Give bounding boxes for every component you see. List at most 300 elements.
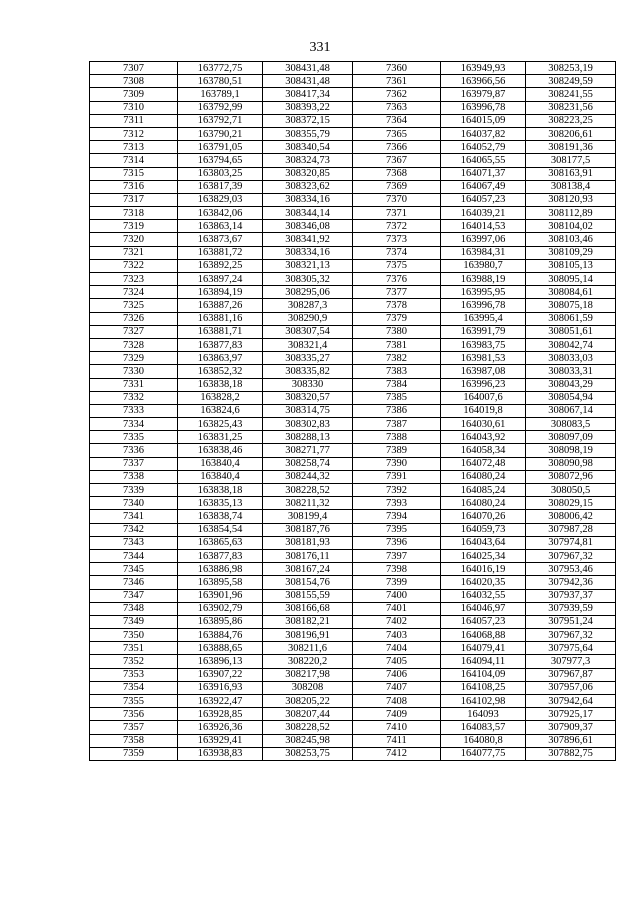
point-number-cell: 7314 xyxy=(90,154,178,167)
x-coordinate-cell: 163916,93 xyxy=(178,681,263,694)
y-coordinate-cell: 308223,25 xyxy=(526,114,616,127)
point-number-cell: 7406 xyxy=(353,668,441,681)
table-row xyxy=(90,523,616,536)
table-row xyxy=(90,193,616,206)
y-coordinate-cell: 308083,5 xyxy=(526,418,616,431)
point-number-cell: 7340 xyxy=(90,497,178,510)
point-number-cell: 7386 xyxy=(353,404,441,417)
y-coordinate-cell: 308334,16 xyxy=(263,193,353,206)
y-coordinate-cell: 308167,24 xyxy=(263,563,353,576)
point-number-cell: 7410 xyxy=(353,721,441,734)
y-coordinate-cell: 307942,36 xyxy=(526,576,616,589)
table-row xyxy=(90,602,616,615)
point-number-cell: 7332 xyxy=(90,391,178,404)
table-row xyxy=(90,747,616,760)
y-coordinate-cell: 308287,3 xyxy=(263,299,353,312)
table-row xyxy=(90,563,616,576)
table-row xyxy=(90,167,616,180)
x-coordinate-cell: 163897,24 xyxy=(178,273,263,286)
point-number-cell: 7365 xyxy=(353,127,441,140)
y-coordinate-cell: 308335,82 xyxy=(263,365,353,378)
point-number-cell: 7375 xyxy=(353,259,441,272)
y-coordinate-cell: 308067,14 xyxy=(526,404,616,417)
point-number-cell: 7377 xyxy=(353,286,441,299)
point-number-cell: 7353 xyxy=(90,668,178,681)
point-number-cell: 7352 xyxy=(90,655,178,668)
y-coordinate-cell: 308098,19 xyxy=(526,444,616,457)
point-number-cell: 7338 xyxy=(90,470,178,483)
y-coordinate-cell: 307953,46 xyxy=(526,563,616,576)
y-coordinate-cell: 307967,87 xyxy=(526,668,616,681)
y-coordinate-cell: 307939,59 xyxy=(526,602,616,615)
x-coordinate-cell: 164059,73 xyxy=(441,523,526,536)
x-coordinate-cell: 163789,1 xyxy=(178,88,263,101)
point-number-cell: 7339 xyxy=(90,484,178,497)
point-number-cell: 7362 xyxy=(353,88,441,101)
point-number-cell: 7392 xyxy=(353,484,441,497)
x-coordinate-cell: 163794,65 xyxy=(178,154,263,167)
y-coordinate-cell: 308249,59 xyxy=(526,75,616,88)
x-coordinate-cell: 163803,25 xyxy=(178,167,263,180)
point-number-cell: 7311 xyxy=(90,114,178,127)
point-number-cell: 7387 xyxy=(353,418,441,431)
x-coordinate-cell: 163877,83 xyxy=(178,549,263,562)
x-coordinate-cell: 164065,55 xyxy=(441,154,526,167)
table-row xyxy=(90,418,616,431)
y-coordinate-cell: 308177,5 xyxy=(526,154,616,167)
point-number-cell: 7412 xyxy=(353,747,441,760)
y-coordinate-cell: 308244,32 xyxy=(263,470,353,483)
y-coordinate-cell: 308191,36 xyxy=(526,141,616,154)
y-coordinate-cell: 308288,13 xyxy=(263,431,353,444)
y-coordinate-cell: 308043,29 xyxy=(526,378,616,391)
point-number-cell: 7329 xyxy=(90,352,178,365)
x-coordinate-cell: 163831,25 xyxy=(178,431,263,444)
y-coordinate-cell: 308372,15 xyxy=(263,114,353,127)
y-coordinate-cell: 308231,56 xyxy=(526,101,616,114)
y-coordinate-cell: 308431,48 xyxy=(263,62,353,75)
point-number-cell: 7326 xyxy=(90,312,178,325)
table-row xyxy=(90,154,616,167)
x-coordinate-cell: 163838,18 xyxy=(178,378,263,391)
x-coordinate-cell: 164030,61 xyxy=(441,418,526,431)
x-coordinate-cell: 163984,31 xyxy=(441,246,526,259)
x-coordinate-cell: 164093 xyxy=(441,708,526,721)
point-number-cell: 7389 xyxy=(353,444,441,457)
y-coordinate-cell: 308072,96 xyxy=(526,470,616,483)
point-number-cell: 7407 xyxy=(353,681,441,694)
point-number-cell: 7336 xyxy=(90,444,178,457)
y-coordinate-cell: 308253,19 xyxy=(526,62,616,75)
point-number-cell: 7313 xyxy=(90,141,178,154)
point-number-cell: 7400 xyxy=(353,589,441,602)
table-row xyxy=(90,734,616,747)
point-number-cell: 7369 xyxy=(353,180,441,193)
y-coordinate-cell: 308206,61 xyxy=(526,127,616,140)
table-row xyxy=(90,457,616,470)
y-coordinate-cell: 308033,31 xyxy=(526,365,616,378)
x-coordinate-cell: 163854,54 xyxy=(178,523,263,536)
y-coordinate-cell: 308302,83 xyxy=(263,418,353,431)
point-number-cell: 7371 xyxy=(353,207,441,220)
y-coordinate-cell: 308305,32 xyxy=(263,273,353,286)
y-coordinate-cell: 308095,14 xyxy=(526,273,616,286)
point-number-cell: 7344 xyxy=(90,549,178,562)
x-coordinate-cell: 163895,86 xyxy=(178,615,263,628)
point-number-cell: 7374 xyxy=(353,246,441,259)
x-coordinate-cell: 164057,23 xyxy=(441,193,526,206)
point-number-cell: 7317 xyxy=(90,193,178,206)
y-coordinate-cell: 308208 xyxy=(263,681,353,694)
y-coordinate-cell: 308341,92 xyxy=(263,233,353,246)
x-coordinate-cell: 163901,96 xyxy=(178,589,263,602)
x-coordinate-cell: 163922,47 xyxy=(178,695,263,708)
x-coordinate-cell: 164032,55 xyxy=(441,589,526,602)
point-number-cell: 7405 xyxy=(353,655,441,668)
y-coordinate-cell: 308166,68 xyxy=(263,602,353,615)
table-row xyxy=(90,62,616,75)
y-coordinate-cell: 308211,6 xyxy=(263,642,353,655)
x-coordinate-cell: 164019,8 xyxy=(441,404,526,417)
x-coordinate-cell: 163817,39 xyxy=(178,180,263,193)
point-number-cell: 7342 xyxy=(90,523,178,536)
x-coordinate-cell: 163926,36 xyxy=(178,721,263,734)
y-coordinate-cell: 308084,61 xyxy=(526,286,616,299)
y-coordinate-cell: 307951,24 xyxy=(526,615,616,628)
x-coordinate-cell: 164016,19 xyxy=(441,563,526,576)
x-coordinate-cell: 163896,13 xyxy=(178,655,263,668)
point-number-cell: 7403 xyxy=(353,629,441,642)
x-coordinate-cell: 164072,48 xyxy=(441,457,526,470)
point-number-cell: 7395 xyxy=(353,523,441,536)
y-coordinate-cell: 308105,13 xyxy=(526,259,616,272)
y-coordinate-cell: 308050,5 xyxy=(526,484,616,497)
x-coordinate-cell: 163886,98 xyxy=(178,563,263,576)
x-coordinate-cell: 163980,7 xyxy=(441,259,526,272)
point-number-cell: 7327 xyxy=(90,325,178,338)
x-coordinate-cell: 163824,6 xyxy=(178,404,263,417)
point-number-cell: 7319 xyxy=(90,220,178,233)
point-number-cell: 7331 xyxy=(90,378,178,391)
table-row xyxy=(90,681,616,694)
point-number-cell: 7337 xyxy=(90,457,178,470)
x-coordinate-cell: 163838,74 xyxy=(178,510,263,523)
x-coordinate-cell: 163988,19 xyxy=(441,273,526,286)
table-row xyxy=(90,207,616,220)
point-number-cell: 7409 xyxy=(353,708,441,721)
point-number-cell: 7398 xyxy=(353,563,441,576)
table-row xyxy=(90,589,616,602)
y-coordinate-cell: 308253,75 xyxy=(263,747,353,760)
point-number-cell: 7397 xyxy=(353,549,441,562)
point-number-cell: 7399 xyxy=(353,576,441,589)
y-coordinate-cell: 308271,77 xyxy=(263,444,353,457)
x-coordinate-cell: 163996,78 xyxy=(441,101,526,114)
x-coordinate-cell: 164058,34 xyxy=(441,444,526,457)
y-coordinate-cell: 308155,59 xyxy=(263,589,353,602)
x-coordinate-cell: 163772,75 xyxy=(178,62,263,75)
y-coordinate-cell: 308104,02 xyxy=(526,220,616,233)
point-number-cell: 7402 xyxy=(353,615,441,628)
y-coordinate-cell: 308154,76 xyxy=(263,576,353,589)
table-row xyxy=(90,391,616,404)
x-coordinate-cell: 163865,63 xyxy=(178,536,263,549)
table-row xyxy=(90,549,616,562)
y-coordinate-cell: 308196,91 xyxy=(263,629,353,642)
y-coordinate-cell: 308109,29 xyxy=(526,246,616,259)
x-coordinate-cell: 163995,4 xyxy=(441,312,526,325)
point-number-cell: 7333 xyxy=(90,404,178,417)
x-coordinate-cell: 163835,13 xyxy=(178,497,263,510)
point-number-cell: 7322 xyxy=(90,259,178,272)
y-coordinate-cell: 308205,22 xyxy=(263,695,353,708)
x-coordinate-cell: 163902,79 xyxy=(178,602,263,615)
table-row xyxy=(90,259,616,272)
table-row xyxy=(90,127,616,140)
y-coordinate-cell: 308220,2 xyxy=(263,655,353,668)
point-number-cell: 7376 xyxy=(353,273,441,286)
point-number-cell: 7320 xyxy=(90,233,178,246)
x-coordinate-cell: 163863,14 xyxy=(178,220,263,233)
y-coordinate-cell: 308090,98 xyxy=(526,457,616,470)
point-number-cell: 7330 xyxy=(90,365,178,378)
table-row xyxy=(90,246,616,259)
point-number-cell: 7354 xyxy=(90,681,178,694)
x-coordinate-cell: 163838,46 xyxy=(178,444,263,457)
y-coordinate-cell: 308258,74 xyxy=(263,457,353,470)
x-coordinate-cell: 164085,24 xyxy=(441,484,526,497)
x-coordinate-cell: 164007,6 xyxy=(441,391,526,404)
y-coordinate-cell: 307967,32 xyxy=(526,549,616,562)
x-coordinate-cell: 163991,79 xyxy=(441,325,526,338)
x-coordinate-cell: 163877,83 xyxy=(178,338,263,351)
point-number-cell: 7357 xyxy=(90,721,178,734)
y-coordinate-cell: 308245,98 xyxy=(263,734,353,747)
x-coordinate-cell: 163979,87 xyxy=(441,88,526,101)
table-row xyxy=(90,615,616,628)
table-row xyxy=(90,484,616,497)
x-coordinate-cell: 163863,97 xyxy=(178,352,263,365)
x-coordinate-cell: 164020,35 xyxy=(441,576,526,589)
y-coordinate-cell: 308211,32 xyxy=(263,497,353,510)
x-coordinate-cell: 163881,72 xyxy=(178,246,263,259)
x-coordinate-cell: 163892,25 xyxy=(178,259,263,272)
y-coordinate-cell: 308228,52 xyxy=(263,484,353,497)
table-row xyxy=(90,286,616,299)
x-coordinate-cell: 163907,22 xyxy=(178,668,263,681)
point-number-cell: 7325 xyxy=(90,299,178,312)
y-coordinate-cell: 308290,9 xyxy=(263,312,353,325)
y-coordinate-cell: 308324,73 xyxy=(263,154,353,167)
x-coordinate-cell: 163852,32 xyxy=(178,365,263,378)
y-coordinate-cell: 308346,08 xyxy=(263,220,353,233)
coordinates-table xyxy=(89,61,616,761)
point-number-cell: 7394 xyxy=(353,510,441,523)
x-coordinate-cell: 163828,2 xyxy=(178,391,263,404)
y-coordinate-cell: 308138,4 xyxy=(526,180,616,193)
x-coordinate-cell: 163938,83 xyxy=(178,747,263,760)
y-coordinate-cell: 307974,81 xyxy=(526,536,616,549)
coordinates-table-body xyxy=(90,62,616,761)
y-coordinate-cell: 307925,17 xyxy=(526,708,616,721)
y-coordinate-cell: 307937,37 xyxy=(526,589,616,602)
table-row xyxy=(90,378,616,391)
x-coordinate-cell: 164067,49 xyxy=(441,180,526,193)
y-coordinate-cell: 308355,79 xyxy=(263,127,353,140)
y-coordinate-cell: 308176,11 xyxy=(263,549,353,562)
point-number-cell: 7378 xyxy=(353,299,441,312)
x-coordinate-cell: 164108,25 xyxy=(441,681,526,694)
point-number-cell: 7341 xyxy=(90,510,178,523)
x-coordinate-cell: 164025,34 xyxy=(441,549,526,562)
table-row xyxy=(90,325,616,338)
x-coordinate-cell: 163887,26 xyxy=(178,299,263,312)
x-coordinate-cell: 163997,06 xyxy=(441,233,526,246)
y-coordinate-cell: 308199,4 xyxy=(263,510,353,523)
table-row xyxy=(90,655,616,668)
table-row xyxy=(90,273,616,286)
point-number-cell: 7393 xyxy=(353,497,441,510)
x-coordinate-cell: 163966,56 xyxy=(441,75,526,88)
point-number-cell: 7370 xyxy=(353,193,441,206)
y-coordinate-cell: 308393,22 xyxy=(263,101,353,114)
point-number-cell: 7368 xyxy=(353,167,441,180)
y-coordinate-cell: 308163,91 xyxy=(526,167,616,180)
y-coordinate-cell: 308103,46 xyxy=(526,233,616,246)
y-coordinate-cell: 308182,21 xyxy=(263,615,353,628)
point-number-cell: 7345 xyxy=(90,563,178,576)
point-number-cell: 7351 xyxy=(90,642,178,655)
table-row xyxy=(90,576,616,589)
table-row xyxy=(90,721,616,734)
point-number-cell: 7343 xyxy=(90,536,178,549)
point-number-cell: 7391 xyxy=(353,470,441,483)
x-coordinate-cell: 163995,95 xyxy=(441,286,526,299)
table-row xyxy=(90,88,616,101)
point-number-cell: 7324 xyxy=(90,286,178,299)
y-coordinate-cell: 308051,61 xyxy=(526,325,616,338)
y-coordinate-cell: 308241,55 xyxy=(526,88,616,101)
x-coordinate-cell: 164104,09 xyxy=(441,668,526,681)
x-coordinate-cell: 164079,41 xyxy=(441,642,526,655)
point-number-cell: 7411 xyxy=(353,734,441,747)
y-coordinate-cell: 308295,06 xyxy=(263,286,353,299)
x-coordinate-cell: 164043,92 xyxy=(441,431,526,444)
point-number-cell: 7356 xyxy=(90,708,178,721)
point-number-cell: 7366 xyxy=(353,141,441,154)
point-number-cell: 7380 xyxy=(353,325,441,338)
x-coordinate-cell: 163929,41 xyxy=(178,734,263,747)
x-coordinate-cell: 163829,03 xyxy=(178,193,263,206)
x-coordinate-cell: 163840,4 xyxy=(178,457,263,470)
point-number-cell: 7364 xyxy=(353,114,441,127)
x-coordinate-cell: 164037,82 xyxy=(441,127,526,140)
point-number-cell: 7308 xyxy=(90,75,178,88)
point-number-cell: 7334 xyxy=(90,418,178,431)
x-coordinate-cell: 164080,24 xyxy=(441,470,526,483)
x-coordinate-cell: 163790,21 xyxy=(178,127,263,140)
y-coordinate-cell: 308217,98 xyxy=(263,668,353,681)
point-number-cell: 7328 xyxy=(90,338,178,351)
y-coordinate-cell: 307909,37 xyxy=(526,721,616,734)
point-number-cell: 7390 xyxy=(353,457,441,470)
point-number-cell: 7335 xyxy=(90,431,178,444)
x-coordinate-cell: 163987,08 xyxy=(441,365,526,378)
x-coordinate-cell: 163840,4 xyxy=(178,470,263,483)
y-coordinate-cell: 307882,75 xyxy=(526,747,616,760)
x-coordinate-cell: 163888,65 xyxy=(178,642,263,655)
y-coordinate-cell: 308097,09 xyxy=(526,431,616,444)
point-number-cell: 7347 xyxy=(90,589,178,602)
x-coordinate-cell: 164015,09 xyxy=(441,114,526,127)
page-number: 331 xyxy=(309,40,331,55)
y-coordinate-cell: 308314,75 xyxy=(263,404,353,417)
x-coordinate-cell: 163791,05 xyxy=(178,141,263,154)
x-coordinate-cell: 163873,67 xyxy=(178,233,263,246)
table-row xyxy=(90,114,616,127)
y-coordinate-cell: 308029,15 xyxy=(526,497,616,510)
point-number-cell: 7373 xyxy=(353,233,441,246)
x-coordinate-cell: 164094,11 xyxy=(441,655,526,668)
x-coordinate-cell: 164043,64 xyxy=(441,536,526,549)
table-row xyxy=(90,708,616,721)
x-coordinate-cell: 164046,97 xyxy=(441,602,526,615)
table-row xyxy=(90,444,616,457)
point-number-cell: 7404 xyxy=(353,642,441,655)
table-row xyxy=(90,497,616,510)
table-row xyxy=(90,75,616,88)
y-coordinate-cell: 308120,93 xyxy=(526,193,616,206)
x-coordinate-cell: 163928,85 xyxy=(178,708,263,721)
y-coordinate-cell: 308344,14 xyxy=(263,207,353,220)
y-coordinate-cell: 308042,74 xyxy=(526,338,616,351)
table-row xyxy=(90,510,616,523)
x-coordinate-cell: 163792,71 xyxy=(178,114,263,127)
table-row xyxy=(90,642,616,655)
x-coordinate-cell: 163884,76 xyxy=(178,629,263,642)
point-number-cell: 7321 xyxy=(90,246,178,259)
y-coordinate-cell: 308334,16 xyxy=(263,246,353,259)
y-coordinate-cell: 308061,59 xyxy=(526,312,616,325)
table-row xyxy=(90,141,616,154)
y-coordinate-cell: 308335,27 xyxy=(263,352,353,365)
point-number-cell: 7309 xyxy=(90,88,178,101)
y-coordinate-cell: 308228,52 xyxy=(263,721,353,734)
y-coordinate-cell: 308054,94 xyxy=(526,391,616,404)
y-coordinate-cell: 308340,54 xyxy=(263,141,353,154)
x-coordinate-cell: 163996,23 xyxy=(441,378,526,391)
y-coordinate-cell: 307987,28 xyxy=(526,523,616,536)
table-row xyxy=(90,536,616,549)
y-coordinate-cell: 308330 xyxy=(263,378,353,391)
point-number-cell: 7401 xyxy=(353,602,441,615)
point-number-cell: 7372 xyxy=(353,220,441,233)
point-number-cell: 7312 xyxy=(90,127,178,140)
x-coordinate-cell: 164068,88 xyxy=(441,629,526,642)
x-coordinate-cell: 163996,78 xyxy=(441,299,526,312)
point-number-cell: 7384 xyxy=(353,378,441,391)
point-number-cell: 7383 xyxy=(353,365,441,378)
x-coordinate-cell: 164077,75 xyxy=(441,747,526,760)
x-coordinate-cell: 163981,53 xyxy=(441,352,526,365)
x-coordinate-cell: 164057,23 xyxy=(441,615,526,628)
table-row xyxy=(90,404,616,417)
y-coordinate-cell: 307975,64 xyxy=(526,642,616,655)
point-number-cell: 7388 xyxy=(353,431,441,444)
x-coordinate-cell: 164052,79 xyxy=(441,141,526,154)
x-coordinate-cell: 163894,19 xyxy=(178,286,263,299)
x-coordinate-cell: 164102,98 xyxy=(441,695,526,708)
